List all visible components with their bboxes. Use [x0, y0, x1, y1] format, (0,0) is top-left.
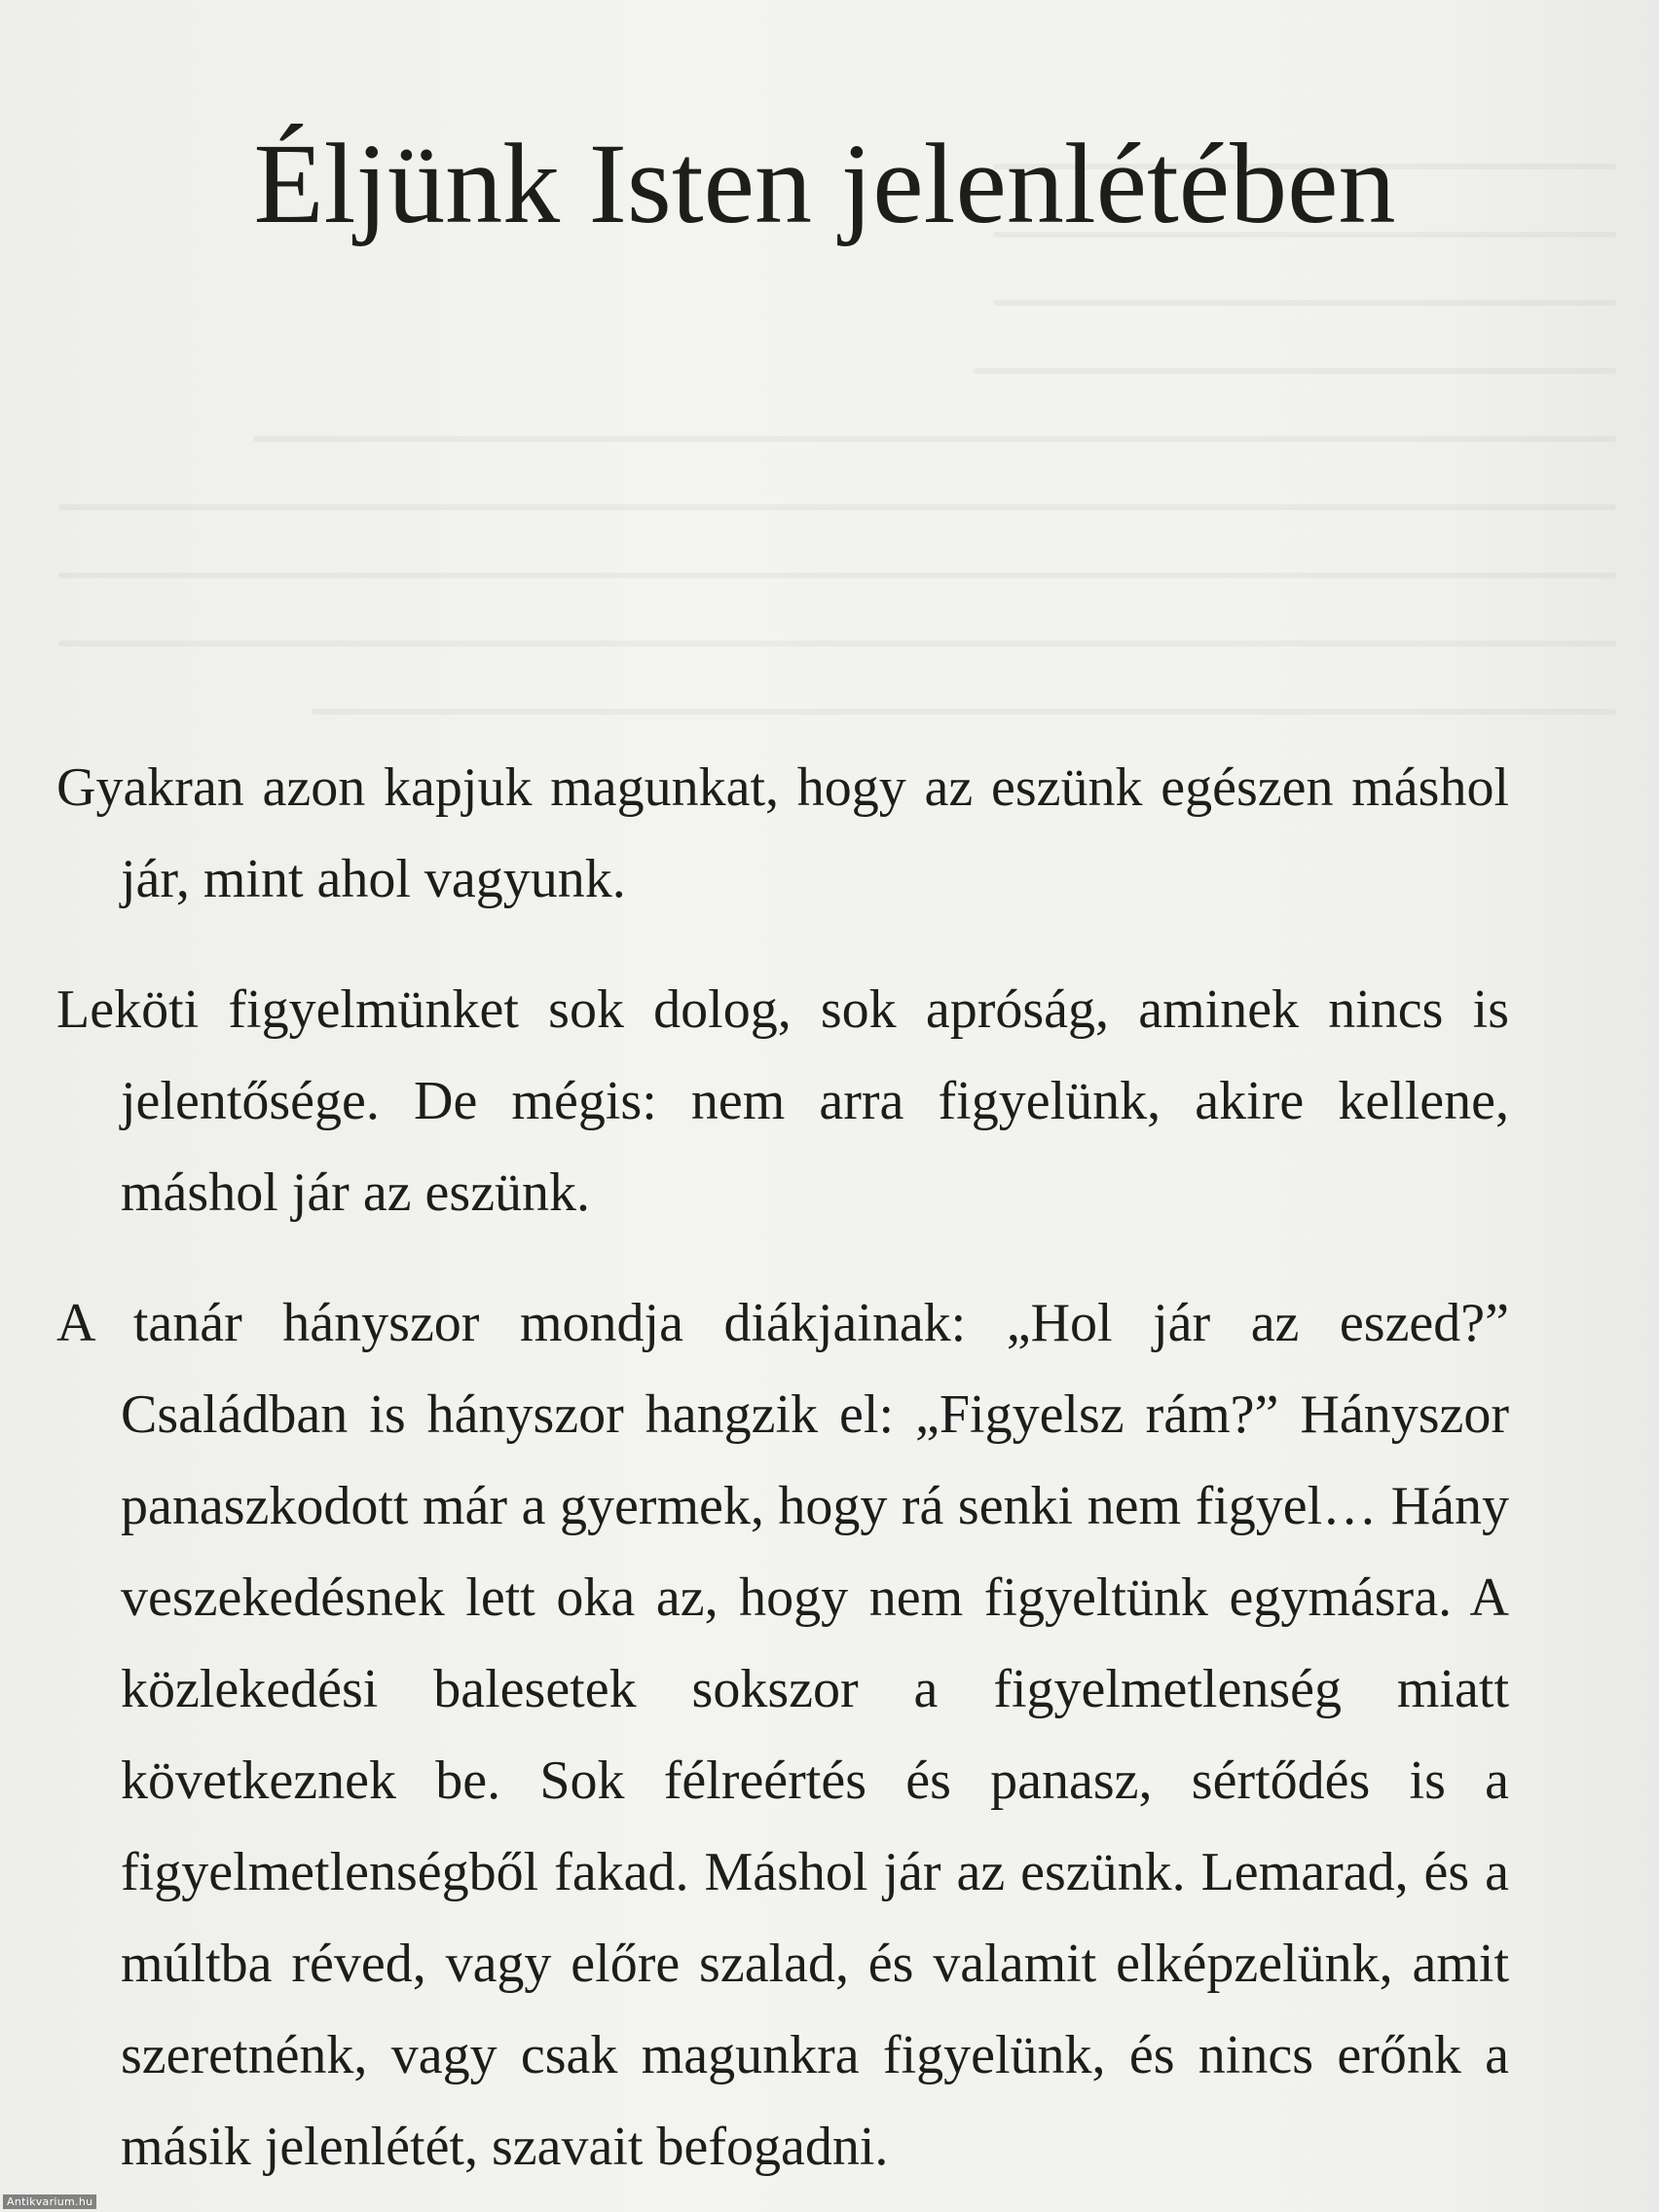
- page-title: Éljünk Isten jelenlétében: [253, 120, 1396, 247]
- paragraph-2: Leköti figyelmünket sok dolog, sok apróság, aminek nincs is jelentősége. De mégis: nem arra figyelünk, akire kellene, máshol jár az eszünk.: [56, 979, 1509, 1223]
- body-text: [56, 742, 1509, 2193]
- paragraph-1: Gyakran azon kapjuk magunkat, hogy az eszünk egészen máshol jár, mint ahol vagyunk.: [56, 757, 1509, 909]
- watermark: Antikvarium.hu: [3, 2194, 96, 2209]
- paragraph-3: A tanár hányszor mondja diákjainak: „Hol jár az eszed?” Családban is hányszor hangzik el: „Figyelsz rám?” Hányszor panaszkodott már a gyermek, hogy rá senki nem figyel… Hány veszekedésnek lett oka az, hogy nem figyeltünk egymásra. A közlekedési balesetek sokszor a figyelmetlenség miatt következnek be. Sok félreértés és panasz, sértődés is a figyelmetlenségből fakad. Máshol jár az eszünk. Lemarad, és a múltba réved, vagy előre szalad, és valamit elképzelünk, amit szeretnénk, vagy csak magunkra figyelünk, és nincs erőnk a másik jelenlétét, szavait befogadni.: [56, 1293, 1509, 2177]
